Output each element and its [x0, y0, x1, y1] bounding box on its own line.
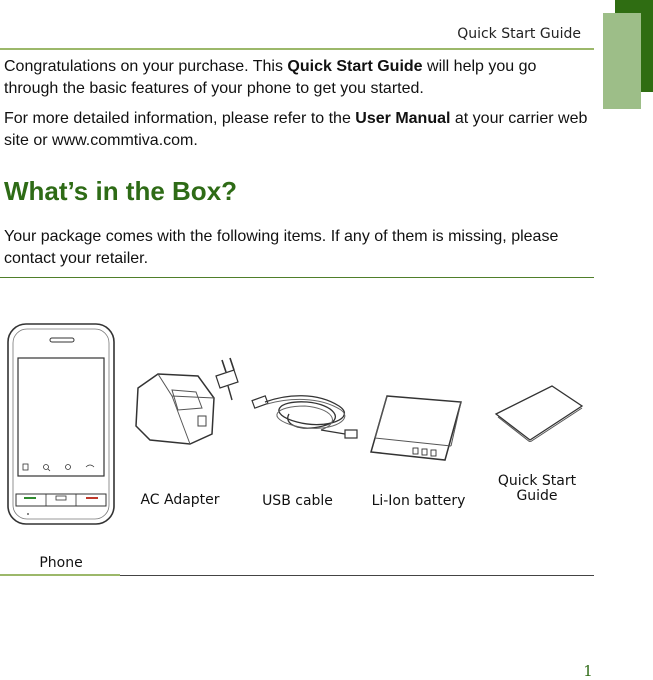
- quick-start-guide-bold: Quick Start Guide: [287, 58, 423, 75]
- guide-booklet-image: [494, 384, 584, 442]
- intro-paragraph-2: For more detailed information, please refer to the User Manual at your carrier web site or www.commtiva.com.: [4, 110, 588, 149]
- page-number: 1: [583, 662, 593, 680]
- phone-image: [6, 322, 116, 526]
- bottom-rule-accent: [0, 574, 120, 576]
- caption-battery: Li-Ion battery: [371, 493, 466, 509]
- usb-cable-image: [247, 384, 362, 444]
- ac-adapter-image: [132, 356, 244, 448]
- running-header: Quick Start Guide: [457, 26, 581, 42]
- page-tab-light: [603, 13, 641, 109]
- battery-image: [367, 390, 467, 466]
- section-description: Your package comes with the following items. If any of them is missing, please contact your retailer.: [4, 228, 559, 267]
- caption-phone: Phone: [39, 555, 83, 571]
- header-rule: [0, 48, 594, 50]
- user-manual-bold: User Manual: [355, 110, 451, 127]
- caption-ac-adapter: AC Adapter: [140, 492, 220, 508]
- caption-usb-cable: USB cable: [262, 493, 333, 509]
- caption-quick-start-guide: Quick Start Guide: [497, 473, 577, 504]
- section-rule: [0, 277, 594, 278]
- section-heading: What’s in the Box?: [4, 176, 238, 206]
- intro-paragraph-1: Congratulations on your purchase. This Quick Start Guide will help you go through the basic features of your phone to get you started.: [4, 58, 537, 97]
